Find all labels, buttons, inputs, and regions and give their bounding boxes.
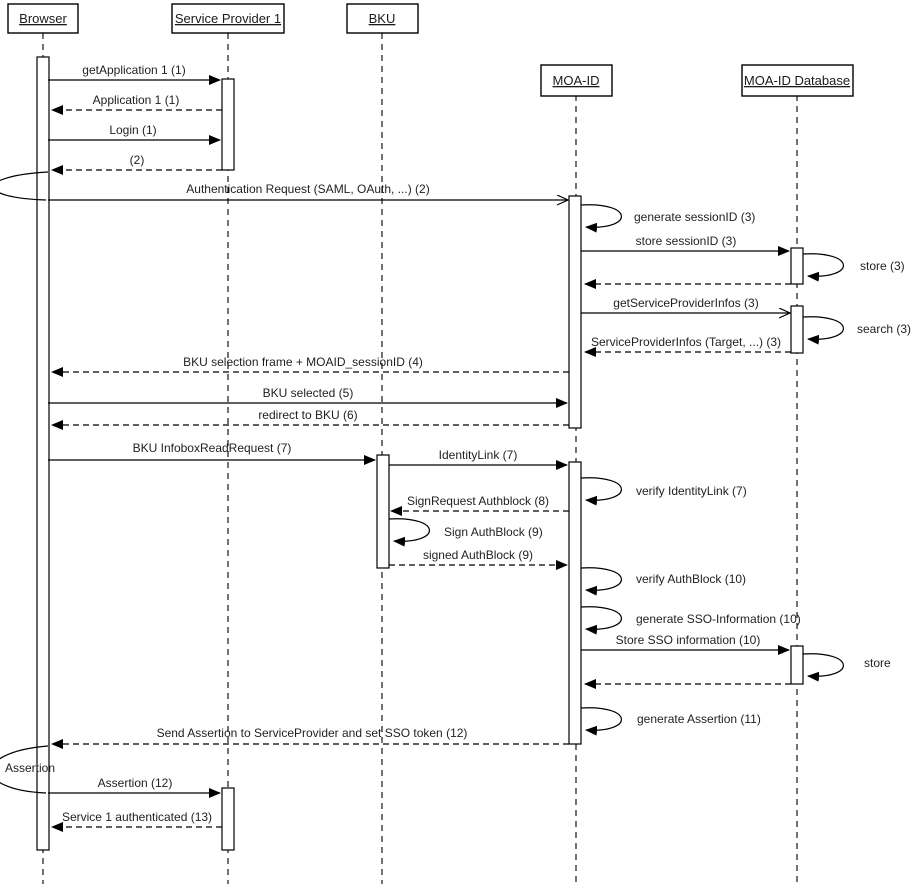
- selfcall-generate-sessionid: [581, 205, 621, 227]
- message-label-redirect-to-bku: redirect to BKU (6): [258, 408, 358, 422]
- message-label-login: Login (1): [109, 123, 157, 137]
- message-label-getapplication-1: getApplication 1 (1): [82, 63, 186, 77]
- activation-sp1-second: [222, 788, 234, 850]
- message-label-bku-selected: BKU selected (5): [262, 386, 354, 400]
- message-label-store: store: [864, 656, 891, 670]
- message-label-application-1: Application 1 (1): [92, 93, 180, 107]
- message-label-search: search (3): [857, 322, 912, 336]
- message-label-sign-authblock: Sign AuthBlock (9): [444, 525, 543, 539]
- message-label-generate-sessionid: generate sessionID (3): [634, 210, 756, 224]
- participant-label-moa-id: MOA-ID: [552, 73, 600, 88]
- selfcall-verify-authblock: [581, 568, 621, 590]
- message-label-store-sso-information: Store SSO information (10): [615, 633, 761, 647]
- activation-bku: [377, 455, 389, 568]
- activation-db-store-session: [791, 248, 803, 284]
- activation-db-store-sso: [791, 646, 803, 684]
- message-label-signed-authblock: signed AuthBlock (9): [422, 548, 534, 562]
- selfcall-generate-sso-information: [581, 607, 621, 629]
- message-label-assertion-loop: Assertion: [5, 761, 56, 775]
- selfcall-store: [803, 654, 843, 676]
- activation-browser: [37, 57, 49, 850]
- activation-sp1-first: [222, 79, 234, 170]
- message-label-authentication-request: Authentication Request (SAML, OAuth, ...) (2): [186, 182, 430, 196]
- message-label-verify-identitylink: verify IdentityLink (7): [636, 484, 747, 498]
- message-label-bku-selection-frame: BKU selection frame + MOAID_sessionID (4): [183, 355, 423, 369]
- selfcall-verify-identitylink: [581, 478, 621, 500]
- message-label-generate-sso-information: generate SSO-Information (10): [636, 612, 801, 626]
- message-label-assertion-12: Assertion (12): [97, 776, 173, 790]
- message-label-identitylink: IdentityLink (7): [438, 448, 518, 462]
- message-label-serviceproviderinfos: ServiceProviderInfos (Target, ...) (3): [590, 335, 782, 349]
- selfcall-search: [803, 317, 843, 339]
- message-label-bku-infoboxreadrequest: BKU InfoboxReadRequest (7): [132, 441, 292, 455]
- participant-label-bku: BKU: [368, 11, 396, 26]
- activation-db-search: [791, 306, 803, 353]
- participant-label-moa-id-database: MOA-ID Database: [743, 73, 851, 88]
- selfcall-store-3: [803, 254, 843, 276]
- message-label-send-assertion: Send Assertion to ServiceProvider and set SSO token (12): [156, 726, 468, 740]
- message-label-service-1-authenticated: Service 1 authenticated (13): [61, 810, 213, 824]
- message-label-verify-authblock: verify AuthBlock (10): [636, 572, 747, 586]
- participant-label-browser: Browser: [19, 11, 67, 26]
- activation-moa-id-second: [569, 462, 581, 744]
- message-label-getserviceproviderinfos: getServiceProviderInfos (3): [613, 296, 759, 310]
- selfcall-generate-assertion: [581, 708, 621, 730]
- message-label-signrequest-authblock: SignRequest Authblock (8): [406, 494, 550, 508]
- message-label-generate-assertion: generate Assertion (11): [637, 712, 761, 726]
- message-label-return-2: (2): [129, 153, 145, 167]
- activation-moa-id-first: [569, 196, 581, 428]
- participant-label-service-provider-1: Service Provider 1: [174, 11, 282, 26]
- selfcall-sign-authblock: [389, 519, 429, 541]
- message-label-store-3: store (3): [860, 259, 905, 273]
- message-label-store-sessionid: store sessionID (3): [635, 234, 737, 248]
